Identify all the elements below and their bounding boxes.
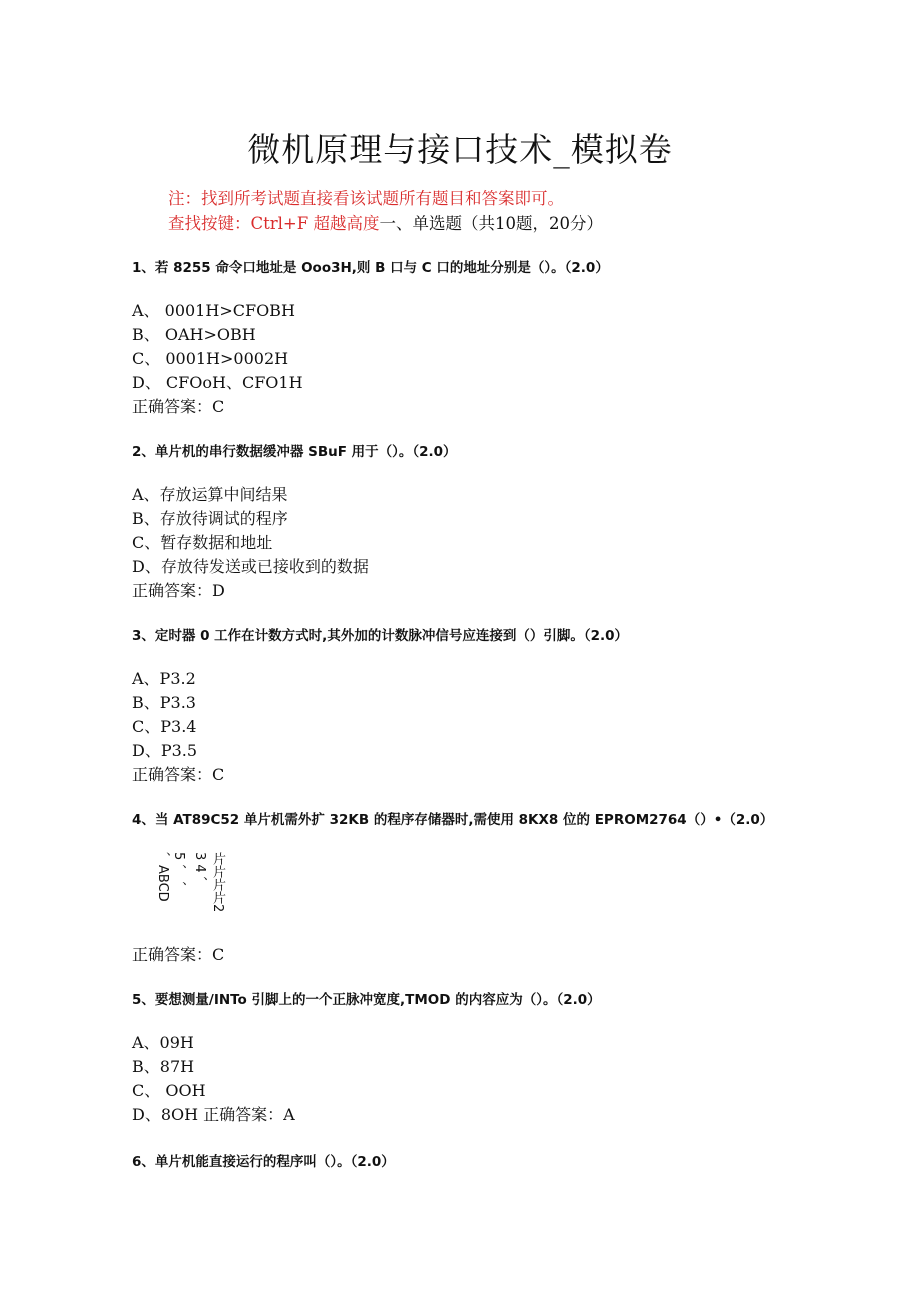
notice-line-2 bbox=[168, 210, 603, 234]
scrambled-option-column: 5 、 、 bbox=[171, 852, 186, 895]
option: A、09H bbox=[132, 1033, 194, 1052]
option: C、暂存数据和地址 bbox=[132, 533, 273, 552]
option: B、P3.3 bbox=[132, 693, 196, 712]
question-stem: 2、单片机的串行数据缓冲器 SBuF 用于（）。（2.0） bbox=[132, 444, 457, 460]
section-heading: 一、单选题（共10题，20分） bbox=[379, 214, 603, 233]
option: A、P3.2 bbox=[132, 669, 196, 688]
scrambled-option-column: 、ABCD bbox=[155, 852, 170, 902]
correct-answer: 正确答案：D bbox=[132, 581, 225, 600]
option: D、P3.5 bbox=[132, 741, 198, 760]
scrambled-option-column: 片片片片2 bbox=[210, 852, 225, 913]
scrambled-option-column: 3 4 、 bbox=[192, 852, 207, 890]
option: A、存放运算中间结果 bbox=[132, 485, 288, 504]
notice-line-1: 注：找到所考试题直接看该试题所有题目和答案即可。 bbox=[168, 189, 564, 208]
search-hint: 查找按键：Ctrl+F 超越高度 bbox=[168, 214, 380, 233]
option: D、存放待发送或已接收到的数据 bbox=[132, 557, 369, 576]
correct-answer: 正确答案：C bbox=[132, 945, 225, 964]
page-title: 微机原理与接口技术_模拟卷 bbox=[247, 130, 673, 169]
option: C、 OOH bbox=[132, 1081, 206, 1100]
option: A、 0001H>CFOBH bbox=[132, 301, 295, 320]
option: C、 0001H>0002H bbox=[132, 349, 289, 368]
question-stem: 6、单片机能直接运行的程序叫（）。（2.0） bbox=[132, 1154, 395, 1170]
question-stem: 4、当 AT89C52 单片机需外扩 32KB 的程序存储器时,需使用 8KX8 位的 EPROM2764（）•（2.0） bbox=[132, 812, 774, 828]
question-stem: 1、若 8255 命令口地址是 Ooo3H,则 B 口与 C 口的地址分别是（）。（2.0） bbox=[132, 260, 609, 276]
option: D、 CFOoH、CFO1H bbox=[132, 373, 303, 392]
question-stem: 5、要想测量/INTo 引脚上的一个正脉冲宽度,TMOD 的内容应为（）。（2.0） bbox=[132, 992, 601, 1008]
option: B、87H bbox=[132, 1057, 195, 1076]
correct-answer: 正确答案：C bbox=[132, 765, 225, 784]
option: D、8OH 正确答案：A bbox=[132, 1105, 295, 1124]
option: B、 OAH>OBH bbox=[132, 325, 256, 344]
correct-answer: 正确答案：C bbox=[132, 397, 225, 416]
question-stem: 3、定时器 0 工作在计数方式时,其外加的计数脉冲信号应连接到（）引脚。（2.0） bbox=[132, 628, 628, 644]
option: B、存放待调试的程序 bbox=[132, 509, 288, 528]
option: C、P3.4 bbox=[132, 717, 197, 736]
